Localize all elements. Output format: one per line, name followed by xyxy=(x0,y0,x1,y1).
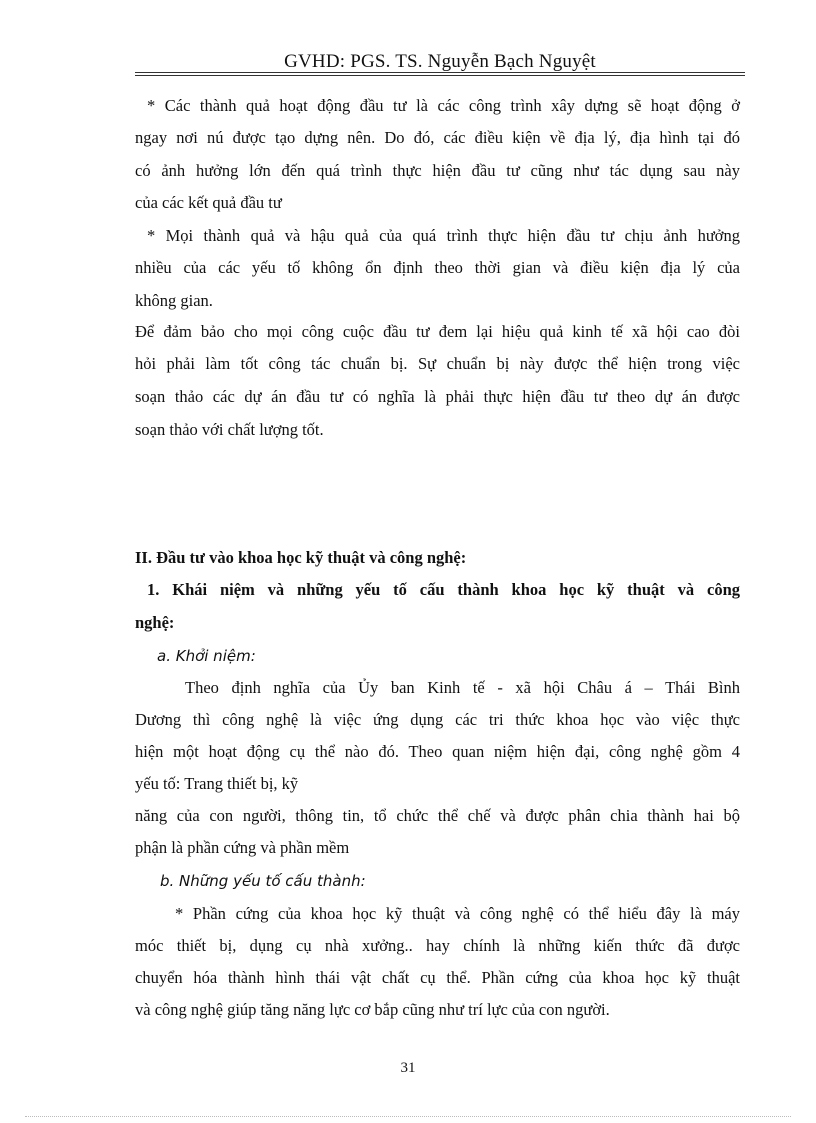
body-line: và công nghệ giúp tăng năng lực cơ bắp cũng như trí lực của con người. xyxy=(135,1000,610,1019)
body-line: * Phần cứng của khoa học kỹ thuật và công nghệ có thể hiểu đây là máy xyxy=(175,904,740,923)
header-rule-bottom xyxy=(135,75,745,76)
body-line: móc thiết bị, dụng cụ nhà xưởng.. hay chính là những kiến thức đã được xyxy=(135,936,740,955)
body-line: hỏi phải làm tốt công tác chuẩn bị. Sự chuẩn bị này được thể hiện trong việc xyxy=(135,354,740,373)
body-line: Theo định nghĩa của Ủy ban Kinh tế - xã hội Châu á – Thái Bình xyxy=(185,678,740,697)
body-line: * Mọi thành quả và hậu quả của quá trình thực hiện đầu tư chịu ảnh hưởng xyxy=(147,226,740,245)
body-line: của các kết quả đầu tư xyxy=(135,193,282,212)
body-line: có ảnh hưởng lớn đến quá trình thực hiện đầu tư cũng như tác dụng sau này xyxy=(135,161,740,180)
item-heading: b. Những yếu tố cấu thành: xyxy=(160,872,366,890)
body-line: * Các thành quả hoạt động đầu tư là các công trình xây dựng sẽ hoạt động ở xyxy=(147,96,740,115)
body-line: chuyển hóa thành hình thái vật chất cụ thể. Phần cứng của khoa học kỹ thuật xyxy=(135,968,740,987)
body-line: hiện một hoạt động cụ thể nào đó. Theo quan niệm hiện đại, công nghệ gồm 4 xyxy=(135,742,740,761)
header-rule-top xyxy=(135,72,745,73)
body-line: Để đảm bảo cho mọi công cuộc đầu tư đem lại hiệu quả kinh tế xã hội cao đòi xyxy=(135,322,740,341)
body-line: nhiều của các yếu tố không ổn định theo thời gian và điều kiện địa lý của xyxy=(135,258,740,277)
body-line: năng của con người, thông tin, tổ chức thể chế và được phân chia thành hai bộ xyxy=(135,806,740,825)
body-line: ngay nơi nú được tạo dựng nên. Do đó, các điều kiện về địa lý, địa hình tại đó xyxy=(135,128,740,147)
section-heading: II. Đầu tư vào khoa học kỹ thuật và công nghệ: xyxy=(135,548,467,567)
body-line: soạn thảo với chất lượng tốt. xyxy=(135,420,324,439)
body-line: yếu tố: Trang thiết bị, kỹ xyxy=(135,774,299,793)
subsection-heading: 1. Khái niệm và những yếu tố cấu thành khoa học kỹ thuật và công xyxy=(147,580,740,599)
page-header-title: GVHD: PGS. TS. Nguyễn Bạch Nguyệt xyxy=(284,51,596,72)
body-line: không gian. xyxy=(135,291,213,310)
body-line: Dương thì công nghệ là việc ứng dụng các tri thức khoa học vào việc thực xyxy=(135,710,740,729)
page-bottom-border xyxy=(25,1116,791,1117)
body-line: soạn thảo các dự án đầu tư có nghĩa là phải thực hiện đầu tư theo dự án được xyxy=(135,387,740,406)
page-number: 31 xyxy=(400,1060,416,1076)
item-heading: a. Khởi niệm: xyxy=(157,647,256,665)
body-line: phận là phần cứng và phần mềm xyxy=(135,838,350,857)
subsection-heading: nghệ: xyxy=(135,613,175,632)
